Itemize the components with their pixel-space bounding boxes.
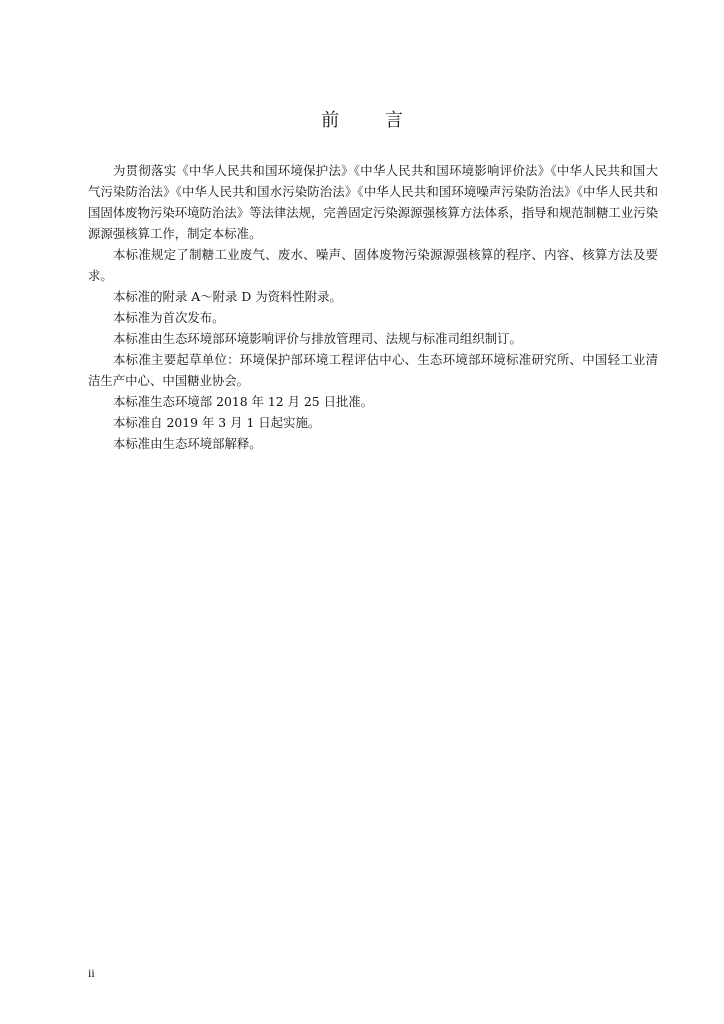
paragraph-approval-date: 本标准生态环境部 2018 年 12 月 25 日批准。 xyxy=(113,394,374,409)
paragraph-drafting-units: 本标准主要起草单位：环境保护部环境工程评估中心、生态环境部环境标准研究所、中国轻工业清洁生产中心、中国糖业协会。 xyxy=(88,352,658,388)
paragraph-organizer: 本标准由生态环境部环境影响评价与排放管理司、法规与标准司组织制订。 xyxy=(113,331,522,346)
paragraph-interpretation: 本标准由生态环境部解释。 xyxy=(113,436,262,451)
paragraph-effective-date: 本标准自 2019 年 3 月 1 日起实施。 xyxy=(113,415,321,430)
page-title: 前 言 xyxy=(321,110,423,131)
foreword-body xyxy=(88,160,658,454)
paragraph-scope: 本标准规定了制糖工业废气、废水、噪声、固体废物污染源源强核算的程序、内容、核算方法及要求。 xyxy=(88,247,658,283)
page-number: ii xyxy=(88,966,95,980)
paragraph-appendix: 本标准的附录 A～附录 D 为资料性附录。 xyxy=(113,289,342,304)
paragraph-first-release: 本标准为首次发布。 xyxy=(113,310,225,325)
paragraph-legal-basis: 为贯彻落实《中华人民共和国环境保护法》《中华人民共和国环境影响评价法》《中华人民共和国大气污染防治法》《中华人民共和国水污染防治法》《中华人民共和国环境噪声污染防治法》《中华人民共和国固体废物污染环境防治法》等法律法规，完善固定污染源源强核算方法体系，指导和规范制糖工业污染源源强核算工作，制定本标准。 xyxy=(88,163,658,241)
